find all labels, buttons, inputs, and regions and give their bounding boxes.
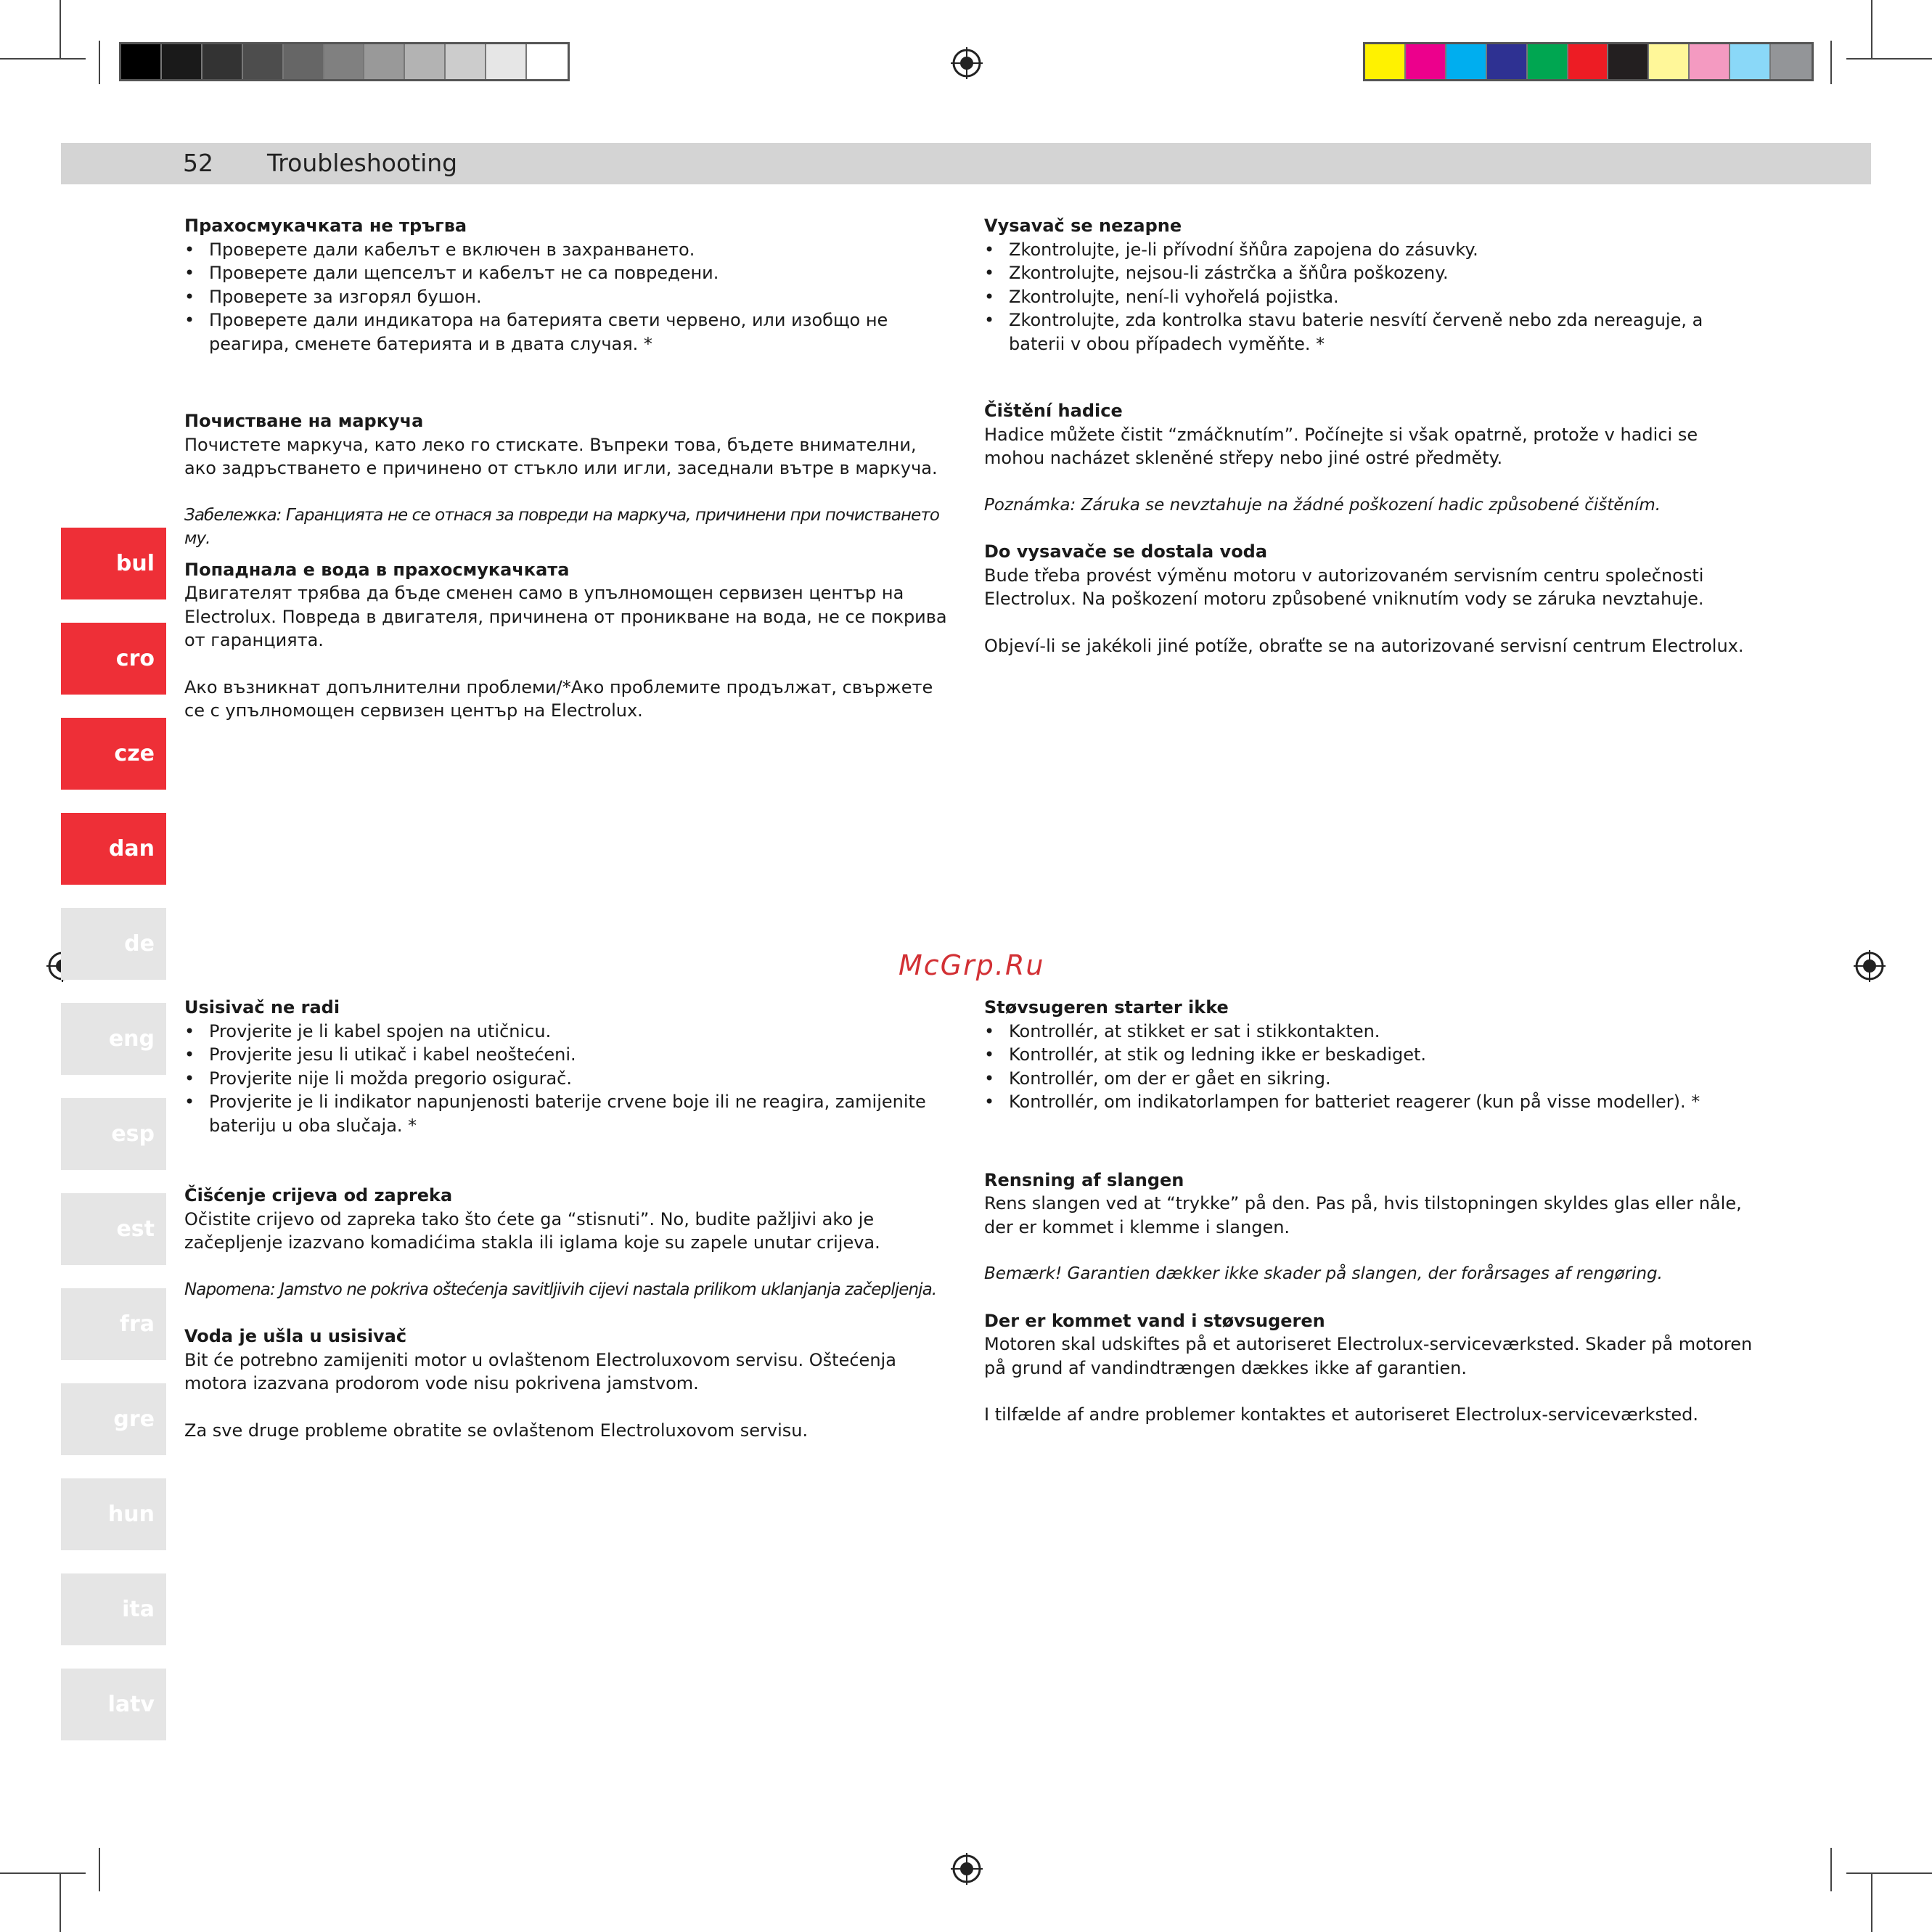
color-swatch — [284, 44, 324, 79]
cze-s4-text: Objeví-li se jakékoli jiné potíže, obraťte se na autorizované servisní centrum Electrolux. — [984, 635, 1744, 656]
list-item: • Kontrollér, om der er gået en sikring. — [984, 1067, 1753, 1091]
list-item: • Проверете дали кабелът е включен в захранването. — [184, 238, 954, 262]
language-tab-ita[interactable]: ita — [61, 1573, 166, 1645]
cze-s3-text: Bude třeba provést výměnu motoru v autorizovaném servisním centru společnosti Electrolux. Na poškození motoru způsobené vniknutím vody se záruka nevztahuje. — [984, 565, 1704, 609]
bul-s1-title: Прахосмукачката не тръгва — [184, 216, 467, 236]
language-tab-eng[interactable]: eng — [61, 1003, 166, 1075]
language-tab-bul[interactable]: bul — [61, 528, 166, 599]
language-tab-gre[interactable]: gre — [61, 1383, 166, 1455]
dan-s2-note: Bemærk! Garantien dækker ikke skader på slangen, der forårsages af rengøring. — [984, 1264, 1663, 1283]
bul-s2-text: Почистете маркуча, като леко го стискате. Въпреки това, бъдете внимателни, ако задръстването е причинено от стъкло или игли, заседнали вътре в маркуча. — [184, 434, 938, 478]
list-item: • Kontrollér, om indikatorlampen for batteriet reagerer (kun på visse modeller). * — [984, 1090, 1753, 1114]
color-swatch — [1730, 44, 1771, 79]
cro-s4-text: Za sve druge probleme obratite se ovlaštenom Electroluxovom servisu. — [184, 1420, 809, 1441]
color-swatch — [1365, 44, 1406, 79]
color-swatch — [446, 44, 486, 79]
crop-mark — [0, 1872, 86, 1874]
color-swatch — [324, 44, 365, 79]
crop-mark — [1830, 41, 1832, 84]
crop-mark — [1846, 1872, 1932, 1874]
cze-s1-title: Vysavač se nezapne — [984, 216, 1182, 236]
registration-mark-icon — [951, 1853, 983, 1885]
registration-mark-icon — [951, 47, 983, 79]
dan-s4-text: I tilfælde af andre problemer kontaktes et autoriseret Electrolux-serviceværksted. — [984, 1404, 1699, 1425]
list-item: • Provjerite je li kabel spojen na utičnicu. — [184, 1020, 954, 1044]
list-item: • Provjerite je li indikator napunjenosti baterije crvene boje ili ne reagira, zamijenite bateriju u oba slučaja. * — [184, 1090, 954, 1137]
dan-s3-text: Motoren skal udskiftes på et autoriseret Electrolux-serviceværksted. Skader på motoren på grund af vandindtrængen dækkes ikke af garantien. — [984, 1334, 1753, 1378]
section-cro — [184, 996, 954, 1442]
language-tab-fra[interactable]: fra — [61, 1288, 166, 1360]
cze-s2-title: Čištění hadice — [984, 401, 1123, 421]
dan-s2-text: Rens slangen ved at “trykke” på den. Pas på, hvis tilstopningen skyldes glas eller nåle, der er kommet i klemme i slangen. — [984, 1193, 1742, 1237]
list-item: • Zkontrolujte, není-li vyhořelá pojistka. — [984, 285, 1753, 309]
list-item: • Zkontrolujte, je-li přívodní šňůra zapojena do zásuvky. — [984, 238, 1753, 262]
color-swatch — [1406, 44, 1446, 79]
color-swatch — [202, 44, 243, 79]
cro-s1-list — [184, 1020, 954, 1138]
color-swatch — [1568, 44, 1609, 79]
cro-s2-title: Čišćenje crijeva od zapreka — [184, 1185, 453, 1206]
dan-s3-title: Der er kommet vand i støvsugeren — [984, 1310, 1325, 1331]
cze-s2-text: Hadice můžete čistit “zmáčknutím”. Počínejte si však opatrně, protože v hadici se mohou nacházet skleněné střepy nebo jiné ostré předměty. — [984, 424, 1698, 468]
watermark: McGrp.Ru — [899, 949, 1045, 981]
crop-mark — [1871, 1874, 1872, 1932]
list-item: • Проверете за изгорял бушон. — [184, 285, 954, 309]
color-swatch — [243, 44, 284, 79]
section-cze — [984, 214, 1753, 658]
list-item: • Проверете дали индикатора на батерията свети червено, или изобщо не реагира, сменете батерията и в двата случая. * — [184, 308, 954, 356]
color-swatch — [486, 44, 527, 79]
section-bul — [184, 214, 954, 723]
color-swatch — [1649, 44, 1690, 79]
list-item: • Kontrollér, at stik og ledning ikke er beskadiget. — [984, 1043, 1753, 1067]
cro-s3-title: Voda je ušla u usisivač — [184, 1326, 407, 1346]
section-dan — [984, 996, 1753, 1427]
crop-mark — [1830, 1848, 1832, 1891]
grayscale-bar — [119, 42, 570, 81]
crop-mark — [99, 41, 100, 84]
cro-s2-text: Očistite crijevo od zapreka tako što ćete ga “stisnuti”. No, budite pažljivi ako je začepljenje izazvano komadićima stakla ili iglama koje su zapele unutar crijeva. — [184, 1208, 880, 1253]
language-tab-cze[interactable]: cze — [61, 718, 166, 790]
cze-s1-list — [984, 238, 1753, 356]
bul-s2-title: Почистване на маркуча — [184, 411, 424, 431]
language-tab-latv[interactable]: latv — [61, 1669, 166, 1740]
crop-mark — [99, 1848, 100, 1891]
dan-s2-title: Rensning af slangen — [984, 1169, 1184, 1190]
language-tab-cro[interactable]: cro — [61, 623, 166, 695]
cro-s1-title: Usisivač ne radi — [184, 997, 340, 1018]
crop-mark — [0, 58, 86, 60]
bul-s3-text: Двигателят трябва да бъде сменен само в упълномощен сервизен център на Electrolux. Повреда в двигателя, причинена от проникване на вода, не се покрива от гаранцията. — [184, 583, 947, 650]
bul-s3-title: Попаднала е вода в прахосмукачката — [184, 559, 570, 580]
page-number: 52 — [183, 149, 213, 177]
cro-s3-text: Bit će potrebno zamijeniti motor u ovlaštenom Electroluxovom servisu. Oštećenja motora izazvana prodorom vode nisu pokrivena jamstvom. — [184, 1349, 896, 1393]
page-title: Troubleshooting — [267, 149, 458, 177]
cze-s3-title: Do vysavače se dostala voda — [984, 541, 1268, 562]
crop-mark — [60, 1874, 61, 1932]
crop-mark — [1846, 58, 1932, 60]
list-item: • Provjerite jesu li utikač i kabel neoštećeni. — [184, 1043, 954, 1067]
color-swatch — [405, 44, 446, 79]
cze-s2-note: Poznámka: Záruka se nevztahuje na žádné poškození hadic způsobené čištěním. — [984, 495, 1661, 515]
color-swatch — [1487, 44, 1528, 79]
crop-mark — [60, 0, 61, 58]
crop-mark — [1871, 0, 1872, 58]
color-swatch — [1771, 44, 1812, 79]
bul-s2-note: Забележка: Гаранцията не се отнася за повреди на маркуча, причинени при почистването му. — [184, 505, 940, 548]
registration-mark-icon — [1854, 950, 1886, 982]
color-swatch — [364, 44, 405, 79]
color-swatch — [162, 44, 202, 79]
language-tab-hun[interactable]: hun — [61, 1478, 166, 1550]
color-swatch — [121, 44, 162, 79]
language-tab-dan[interactable]: dan — [61, 813, 166, 885]
color-swatch — [1528, 44, 1568, 79]
dan-s1-list — [984, 1020, 1753, 1114]
color-swatch — [1446, 44, 1487, 79]
list-item: • Zkontrolujte, nejsou-li zástrčka a šňůra poškozeny. — [984, 261, 1753, 285]
list-item: • Zkontrolujte, zda kontrolka stavu baterie nesvítí červeně nebo zda nereaguje, a baterii v obou případech vyměňte. * — [984, 308, 1753, 356]
language-tab-esp[interactable]: esp — [61, 1098, 166, 1170]
language-tab-de[interactable]: de — [61, 908, 166, 980]
list-item: • Provjerite nije li možda pregorio osigurač. — [184, 1067, 954, 1091]
color-bar — [1363, 42, 1814, 81]
color-swatch — [1608, 44, 1649, 79]
bul-s1-list — [184, 238, 954, 356]
list-item: • Проверете дали щепселът и кабелът не са повредени. — [184, 261, 954, 285]
bul-s4-text: Ако възникнат допълнителни проблеми/*Ако проблемите продължат, свържете се с упълномощен сервизен център на Electrolux. — [184, 676, 933, 721]
color-swatch — [1690, 44, 1730, 79]
color-swatch — [527, 44, 568, 79]
language-tab-est[interactable]: est — [61, 1193, 166, 1265]
dan-s1-title: Støvsugeren starter ikke — [984, 997, 1229, 1018]
cro-s2-note: Napomena: Jamstvo ne pokriva oštećenja savitljivih cijevi nastala prilikom uklanjanja začepljenja. — [184, 1280, 937, 1299]
list-item: • Kontrollér, at stikket er sat i stikkontakten. — [984, 1020, 1753, 1044]
